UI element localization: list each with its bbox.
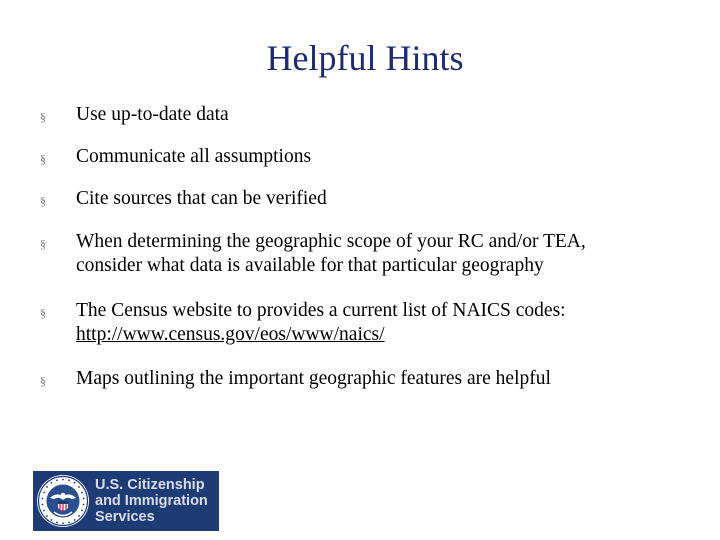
logo-line-1: U.S. Citizenship <box>95 477 205 493</box>
logo-line-3: Services <box>95 509 155 525</box>
logo-line-2: and Immigration <box>95 493 208 509</box>
bullet-text: The Census website to provides a current list of NAICS codes: <box>76 300 566 321</box>
bullet-text: Maps outlining the important geographic features are helpful <box>76 368 551 389</box>
bullet-text-line-2: consider what data is available for that particular geography <box>76 255 544 276</box>
bullet-text: Cite sources that can be verified <box>76 188 327 209</box>
bullet-text: Communicate all assumptions <box>76 146 312 167</box>
bullet-marker-icon: § <box>40 237 46 251</box>
bullet-marker-icon: § <box>40 306 46 320</box>
bullet-marker-icon: § <box>40 152 46 166</box>
logo-wordmark <box>95 477 219 525</box>
bullet-marker-icon: § <box>40 194 46 208</box>
dhs-seal-icon <box>36 474 90 528</box>
naics-codes-link[interactable]: http://www.census.gov/eos/www/naics/ <box>76 324 385 345</box>
slide-title: Helpful Hints <box>266 38 464 78</box>
bullet-text-line-1: When determining the geographic scope of your RC and/or TEA, <box>76 231 586 252</box>
bullet-marker-icon: § <box>40 110 46 124</box>
uscis-logo <box>33 471 219 531</box>
bullet-marker-icon: § <box>40 374 46 388</box>
bullet-text: Use up-to-date data <box>76 104 229 125</box>
